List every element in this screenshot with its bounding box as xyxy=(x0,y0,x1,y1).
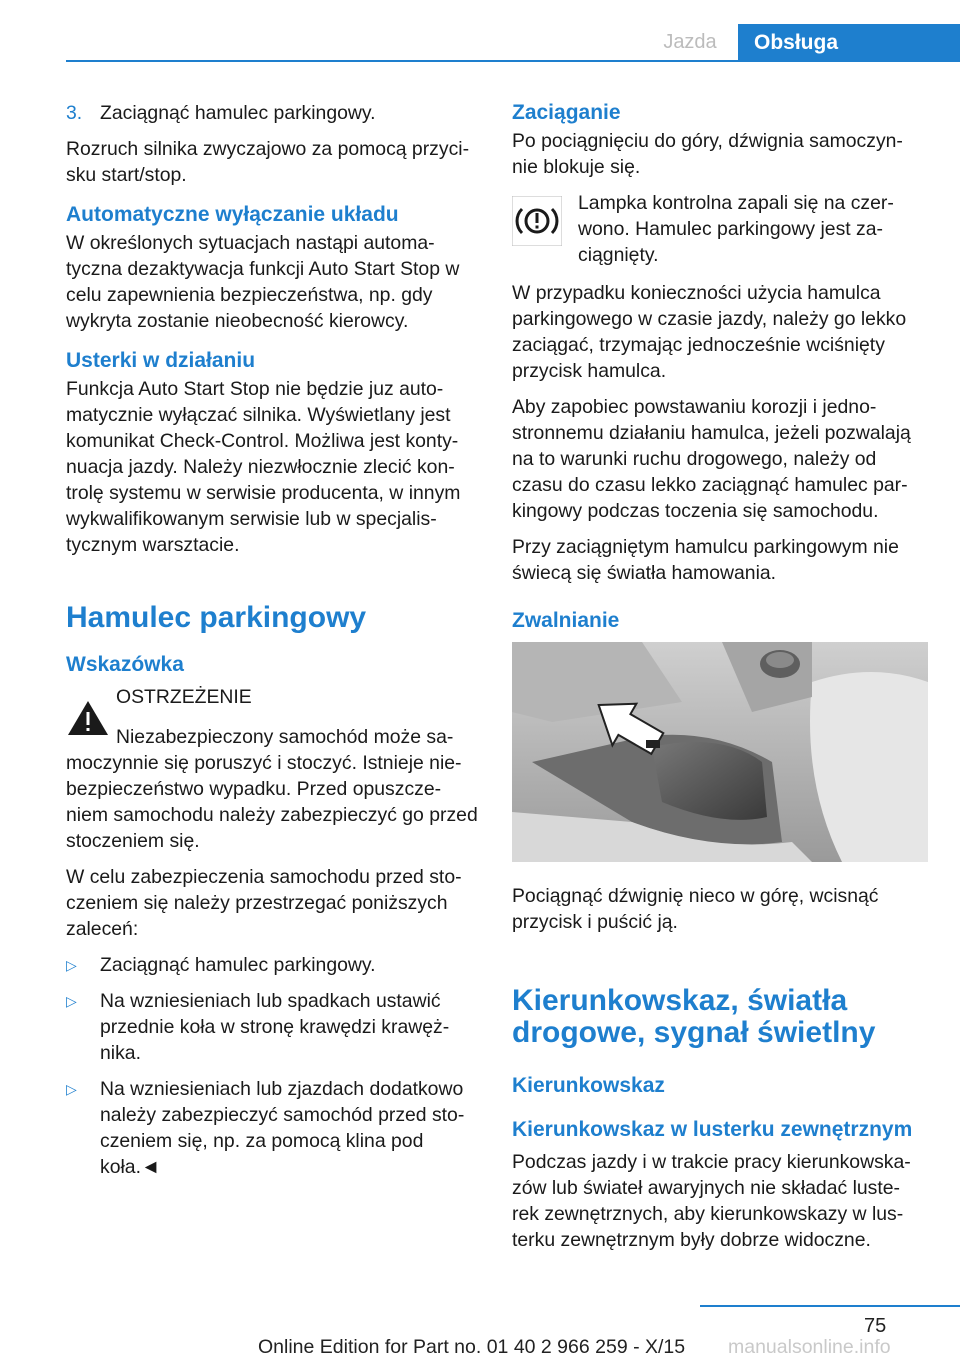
heading-kierunkowskaz: Kierunkowskaz xyxy=(512,1074,665,1097)
warning-text: Niezabezpieczony samochód może sa-moczynnie się poruszyć i stoczyć. Istnieje nie-bezpieczeństwo wypadku. Przed opuszcze-niem samochodu należy zabezpieczyć go przed stoczeniem się. xyxy=(66,726,478,852)
heading-usterki: Usterki w działaniu xyxy=(66,349,256,372)
paragraph-zwalnianie: Pociągnąć dźwignię nieco w górę, wcisnąć przycisk i puścić ją. xyxy=(512,885,879,933)
paragraph-rozruch: Rozruch silnika zwyczajowo za pomocą przyci-sku start/stop. xyxy=(66,138,470,186)
online-edition-note: Online Edition for Part no. 01 40 2 966 259 - X/15 xyxy=(258,1336,686,1358)
left-column xyxy=(66,100,480,1190)
paragraph-zalecenia: W celu zabezpieczenia samochodu przed sto-czeniem się należy przestrzegać poniższych zaleceń: xyxy=(66,866,462,940)
paragraph-korozja: Aby zapobiec powstawaniu korozji i jedno-stronnemu działaniu hamulca, jeżeli pozwalają na to warunki ruchu drogowego, należy od czasu do czasu lekko zaciągnąć hamulec par-kingowy podczas toczenia się samochodu. xyxy=(512,396,911,522)
heading-zwalnianie: Zwalnianie xyxy=(512,609,620,632)
bullet-icon: ▷ xyxy=(66,1081,77,1097)
footer-rule xyxy=(700,1305,960,1307)
heading-wskazowka: Wskazówka xyxy=(66,653,184,676)
bullet-icon: ▷ xyxy=(66,993,77,1009)
warning-block xyxy=(66,684,480,854)
step-text: Zaciągnąć hamulec parkingowy. xyxy=(100,102,376,124)
step-3 xyxy=(66,100,480,126)
right-column xyxy=(512,100,926,1263)
list-item xyxy=(66,988,480,1066)
indicator-lamp-block xyxy=(512,190,926,268)
list-item xyxy=(66,952,480,978)
list-item-text: Na wzniesieniach lub zjazdach dodatkowo należy zabezpieczyć samochód przed sto-czeniem się, np. za pomocą klina pod koła.◄ xyxy=(100,1078,465,1178)
parking-brake-lever-photo xyxy=(512,642,928,862)
bullet-icon: ▷ xyxy=(66,957,77,973)
page-number: 75 xyxy=(864,1315,887,1337)
paragraph-przypadku: W przypadku konieczności użycia hamulca parkingowego w czasie jazdy, należy go lekko zaciągać, trzymając jednocześnie wciśnięty przycisk hamulca. xyxy=(512,282,907,382)
section-tab-obsluga: Obsługa xyxy=(738,24,960,62)
parking-brake-warning-icon xyxy=(512,196,562,246)
heading-hamulec-parkingowy: Hamulec parkingowy xyxy=(66,601,367,634)
paragraph-zaciaganie: Po pociągnięciu do góry, dźwignia samoczyn-nie blokuje się. xyxy=(512,130,903,178)
heading-zaciaganie: Zaciąganie xyxy=(512,101,621,124)
list-item-text: Zaciągnąć hamulec parkingowy. xyxy=(100,954,376,976)
watermark: manualsonline.info xyxy=(728,1336,891,1358)
list-item xyxy=(66,1076,480,1180)
heading-kierunkowskaz-lusterko: Kierunkowskaz w lusterku zewnętrznym xyxy=(512,1118,913,1141)
step-number: 3. xyxy=(66,102,83,124)
list-item-text: Na wzniesieniach lub spadkach ustawić przednie koła w stronę krawędzi krawęż-nika. xyxy=(100,990,450,1064)
heading-kierunkowskaz-main: Kierunkowskaz, światła drogowe, sygnał świetlny xyxy=(512,984,876,1049)
paragraph-usterki: Funkcja Auto Start Stop nie będzie juz auto-matycznie wyłączać silnika. Wyświetlany jest komunikat Check-Control. Możliwa jest konty-nuacja jazdy. Należy niezwłocznie zlecić kon-trolę systemu w serwisie producenta, w innym wykwalifikowanym serwisie lub w specjalis-tycznym warsztacie. xyxy=(66,378,461,556)
header-rule xyxy=(66,60,960,62)
heading-automatyczne: Automatyczne wyłączanie układu xyxy=(66,203,399,226)
indicator-lamp-text: Lampka kontrolna zapali się na czer-wono. Hamulec parkingowy jest za-ciągnięty. xyxy=(578,192,894,266)
section-tab-jazda: Jazda xyxy=(663,31,717,53)
paragraph-automatyczne: W określonych sytuacjach nastąpi automa-tyczna dezaktywacja funkcji Auto Start Stop w celu zapewnienia bezpieczeństwa, np. gdy wykryta zostanie nieobecność kierowcy. xyxy=(66,232,460,332)
warning-triangle-icon xyxy=(66,698,116,738)
warning-title: OSTRZEŻENIE xyxy=(116,686,252,708)
paragraph-swiatla: Przy zaciągniętym hamulcu parkingowym nie świecą się światła hamowania. xyxy=(512,536,899,584)
paragraph-lusterko: Podczas jazdy i w trakcie pracy kierunkowska-zów lub świateł awaryjnych nie składać luste-rek zewnętrznych, aby kierunkowskazy w lus-terku zewnętrznym były dobrze widoczne. xyxy=(512,1151,911,1251)
